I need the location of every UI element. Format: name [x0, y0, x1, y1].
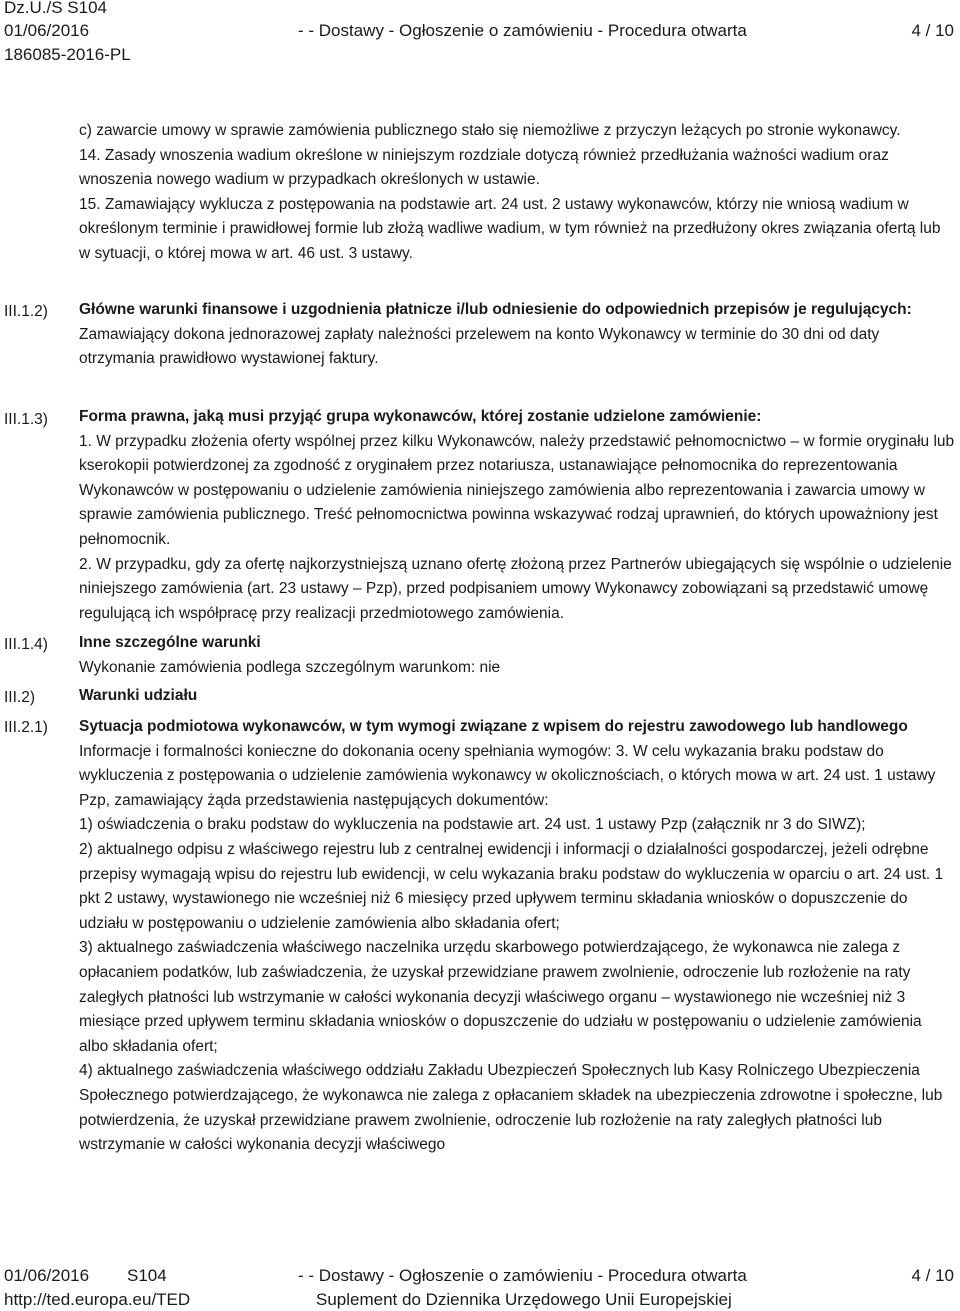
- paragraph: 1) oświadczenia o braku podstaw do wykluczenia na podstawie art. 24 ust. 1 ustawy Pzp (załącznik nr 3 do SIWZ);: [79, 816, 866, 834]
- paragraph: Zamawiający dokona jednorazowej zapłaty należności przelewem na konto Wykonawcy w terminie do 30 dni od daty otrzymania prawidłowo wystawionej faktury.: [79, 325, 880, 368]
- section-iii-1-2: [79, 298, 955, 372]
- paragraph: 4) aktualnego zaświadczenia właściwego oddziału Zakładu Ubezpieczeń Społecznych lub Kasy Rolniczego Ubezpieczenia Społecznego potwierdzającego, że wykonawca nie zalega z opłacaniem składek na ubezpieczenia zdrowotne i społeczne, lub potwierdzenia, że uzyskał przewidziane prawem zwolnienie, odroczenie lub rozłożenie na raty zaległych płatności lub wstrzymanie w całości wykonania decyzji właściwego: [79, 1062, 943, 1154]
- paragraph: c) zawarcie umowy w sprawie zamówienia publicznego stało się niemożliwe z przyczyn leżących po stronie wykonawcy.: [79, 122, 901, 139]
- section-label-iii-1-4: III.1.4): [4, 636, 48, 653]
- section-label-iii-2: III.2): [4, 689, 36, 706]
- paragraph: 15. Zamawiający wyklucza z postępowania na podstawie art. 24 ust. 2 ustawy wykonawców, którzy nie wniosą wadium w określonym terminie i prawidłowej formie lub złożą wadliwe wadium, w tym również na przedłużony okres związania ofertą lub w sytuacji, o której mowa w art. 46 ust. 3 ustawy.: [79, 195, 941, 262]
- paragraph: 2) aktualnego odpisu z właściwego rejestru lub z centralnej ewidencji i informacji o działalności gospodarczej, jeżeli odrębne przepisy wymagają wpisu do rejestru lub ewidencji, w celu wykazania braku podstaw do wykluczenia w oparciu o art. 24 ust. 1 pkt 2 ustawy, wystawionego nie wcześniej niż 6 miesięcy przed upływem terminu składania wniosków o dopuszczenie do udziału w postępowaniu o udzielenie zamówienia albo składania ofert;: [79, 840, 944, 932]
- header-date: 01/06/2016: [4, 21, 90, 40]
- footer-supplement-title: Suplement do Dziennika Urzędowego Unii Europejskiej: [316, 1290, 732, 1309]
- section-iii-1-3: [79, 405, 955, 626]
- paragraph: 2. W przypadku, gdy za ofertę najkorzystniejszą uznano ofertę złożoną przez Partnerów ubiegających się wspólnie o udzielenie niniejszego zamówienia (art. 23 ustawy – Pzp), przed podpisaniem umowy Wykonawcy zobowiązani są przedstawić umowę regulującą ich współpracę przy realizacji przedmiotowego zamówienia.: [79, 555, 952, 622]
- intro-section: [79, 119, 955, 267]
- footer-page-number: 4 / 10: [911, 1266, 954, 1285]
- paragraph: Wykonanie zamówienia podlega szczególnym warunkom: nie: [79, 658, 501, 676]
- footer-notice-type: - - Dostawy - Ogłoszenie o zamówieniu - Procedura otwarta: [298, 1266, 747, 1285]
- paragraph: 1. W przypadku złożenia oferty wspólnej przez kilku Wykonawców, należy przedstawić pełnomocnictwo – w formie oryginału lub kserokopii potwierdzonej za zgodność z oryginałem przez notariusza, ustanawiające pełnomocnika do reprezentowania Wykonawców w postępowaniu o udzielenie zamówienia niniejszego zamówienia albo reprezentowania i zawarcia umowy w sprawie zamówienia publicznego. Treść pełnomocnictwa powinna wskazywać rodzaj uprawnień, do których upoważniony jest pełnomocnik.: [79, 432, 955, 548]
- header-page-number: 4 / 10: [911, 21, 954, 40]
- footer-ted-link[interactable]: http://ted.europa.eu/TED: [4, 1290, 191, 1309]
- footer-code: S104: [127, 1266, 167, 1285]
- paragraph: Informacje i formalności konieczne do dokonania oceny spełniania wymogów: 3. W celu wykazania braku podstaw do wykluczenia z postępowania o udzielenie zamówienia wykonawcy w okolicznościach, o których mowa w art. 24 ust. 1 ustawy Pzp, zamawiający żąda przedstawienia następujących dokumentów:: [79, 742, 936, 809]
- section-iii-2: [79, 684, 955, 709]
- paragraph: 3) aktualnego zaświadczenia właściwego naczelnika urzędu skarbowego potwierdzającego, że wykonawca nie zalega z opłacaniem podatków, lub zaświadczenia, że uzyskał przewidziane prawem zwolnienie, odroczenie lub rozłożenie na raty zaległych płatności lub wstrzymanie w całości wykonania decyzji właściwego organu – wystawionego nie wcześniej niż 3 miesiące przed upływem terminu składania wniosków o dopuszczenie do udziału w postępowaniu o udzielenie zamówienia albo składania ofert;: [79, 939, 922, 1055]
- section-title: Sytuacja podmiotowa wykonawców, w tym wymogi związane z wpisem do rejestru zawodowego lub handlowego: [79, 718, 908, 735]
- header-journal-ref: Dz.U./S S104: [4, 0, 107, 17]
- section-title: Warunki udziału: [79, 687, 198, 704]
- section-label-iii-1-3: III.1.3): [4, 411, 48, 428]
- section-title: Inne szczególne warunki: [79, 634, 261, 651]
- section-label-iii-2-1: III.2.1): [4, 719, 48, 736]
- section-title: Główne warunki finansowe i uzgodnienia płatnicze i/lub odniesienie do odpowiednich przepisów je regulujących:: [79, 301, 912, 318]
- footer-date: 01/06/2016: [4, 1266, 90, 1285]
- section-iii-2-1: [79, 715, 955, 1158]
- paragraph: 14. Zasady wnoszenia wadium określone w niniejszym rozdziale dotyczą również przedłużania ważności wadium oraz wnoszenia nowego wadium w przypadkach określonych w ustawie.: [79, 146, 889, 189]
- section-title: Forma prawna, jaką musi przyjąć grupa wykonawców, której zostanie udzielone zamówienie:: [79, 408, 762, 425]
- section-iii-1-4: [79, 631, 955, 680]
- header-notice-id: 186085-2016-PL: [4, 45, 131, 64]
- section-label-iii-1-2: III.1.2): [4, 303, 48, 320]
- header-notice-type: - - Dostawy - Ogłoszenie o zamówieniu - Procedura otwarta: [298, 21, 747, 40]
